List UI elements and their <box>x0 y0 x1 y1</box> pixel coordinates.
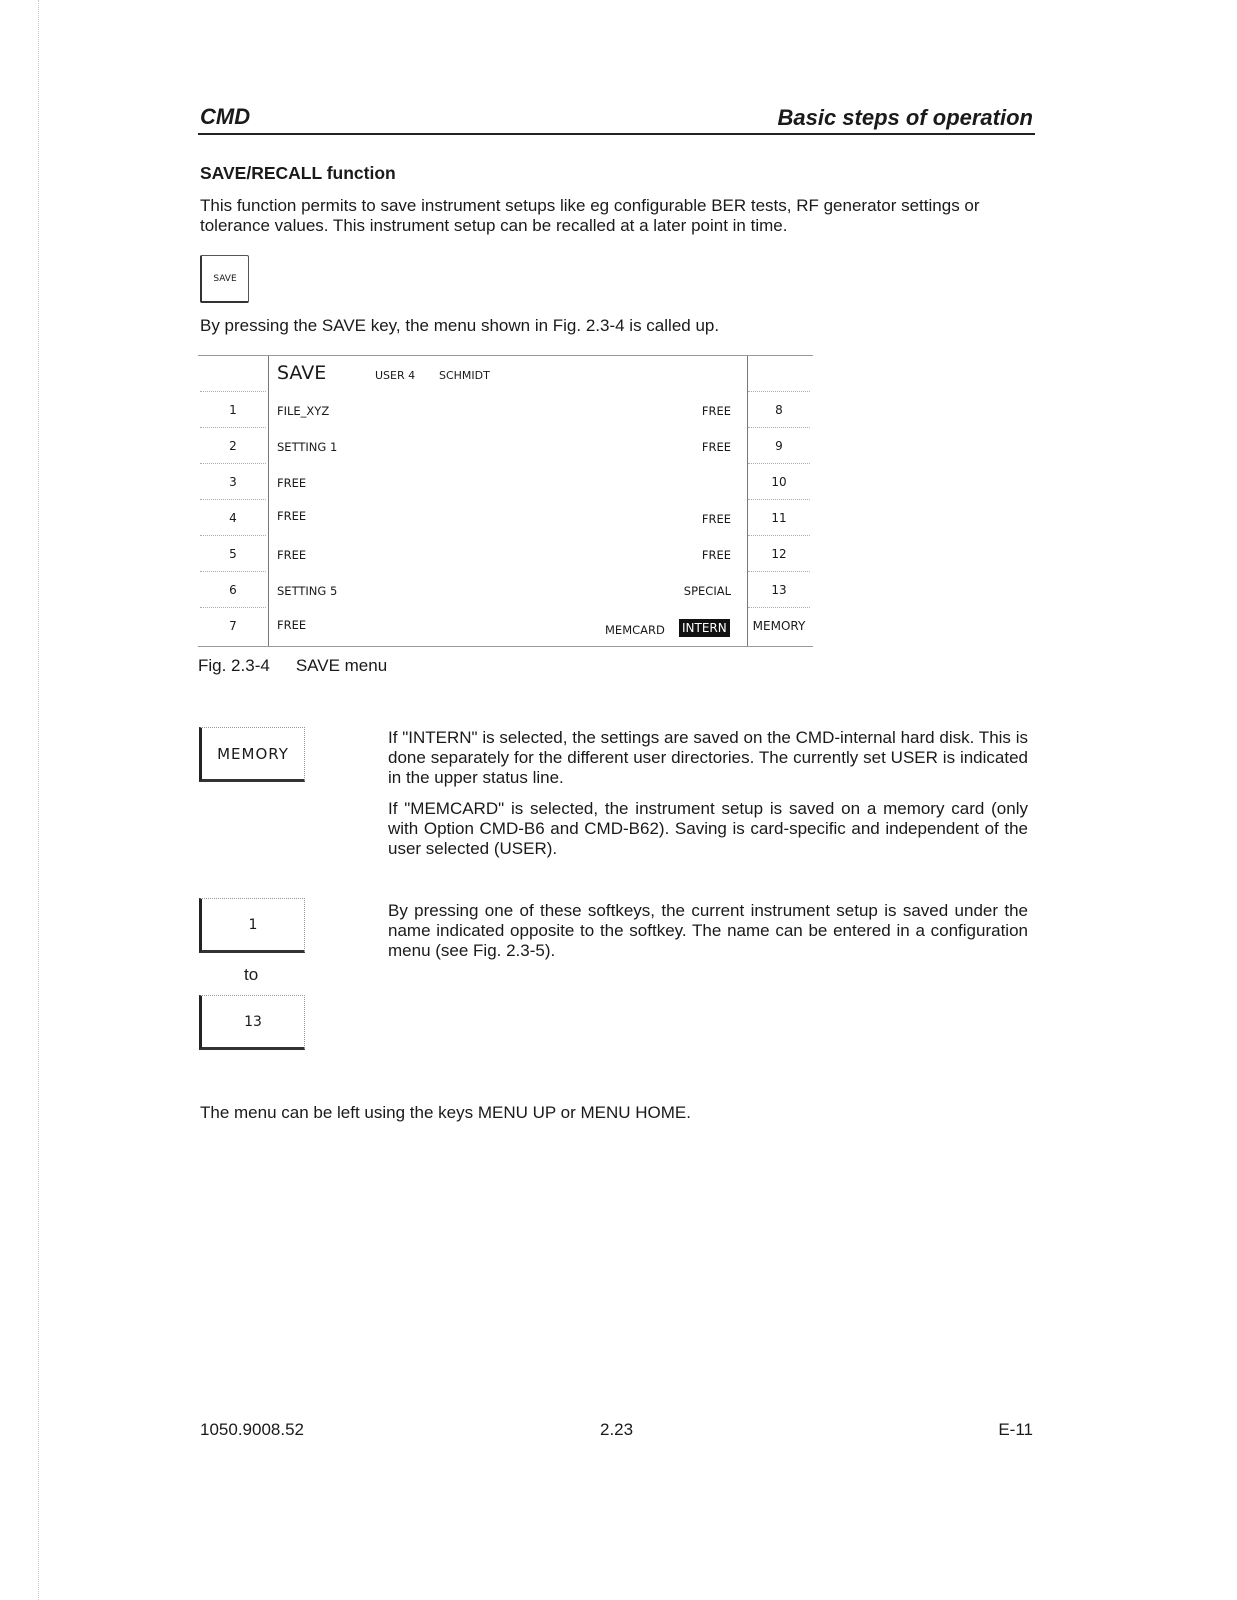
softkey-13: 13 <box>748 572 810 608</box>
row-status: FREE <box>701 512 731 526</box>
softkey-1: 1 <box>200 392 266 428</box>
softkey-1-label: 1 <box>248 916 258 933</box>
save-menu-figure <box>198 355 813 647</box>
row-status: FREE <box>701 548 731 562</box>
softkey-5: 5 <box>200 536 266 572</box>
memory-key-icon <box>199 727 305 782</box>
range-connector: to <box>244 965 259 984</box>
softkey-2: 2 <box>200 428 266 464</box>
footer-doc-number: 1050.9008.52 <box>200 1420 304 1439</box>
section-title: SAVE/RECALL function <box>200 163 396 183</box>
row-name: FREE <box>277 509 307 523</box>
header-product: CMD <box>200 104 251 129</box>
softkey-memory: MEMORY <box>752 619 806 633</box>
save-key-label: SAVE <box>213 273 237 284</box>
menu-row <box>269 536 747 572</box>
figure-label: SAVE menu <box>295 656 388 675</box>
header-rule <box>198 133 1035 135</box>
memory-key-label: MEMORY <box>217 744 289 763</box>
softkey-blank <box>200 356 266 392</box>
left-softkey-column <box>198 356 268 646</box>
row-name: SETTING 1 <box>277 440 338 454</box>
row-name: SETTING 5 <box>277 584 338 598</box>
softkey-10: 10 <box>748 464 810 500</box>
menu-screen <box>268 356 748 646</box>
intern-option-selected: INTERN <box>679 619 730 637</box>
menu-row <box>269 428 747 464</box>
row-status: FREE <box>701 404 731 418</box>
row-name: FREE <box>277 548 307 562</box>
status-user-name: SCHMIDT <box>439 369 490 382</box>
figure-number: Fig. 2.3-4 <box>198 656 270 675</box>
leave-menu-paragraph: The menu can be left using the keys MENU UP or MENU HOME. <box>200 1103 691 1122</box>
memcard-option: MEMCARD <box>605 623 665 637</box>
figure-caption <box>198 656 387 676</box>
softkey-6: 6 <box>200 572 266 608</box>
softkeys-paragraph: By pressing one of these softkeys, the current instrument setup is saved under the name indicated opposite to the softkey. The name can be entered in a configuration menu (see Fig. 2.3-5). <box>388 901 1028 960</box>
softkey-1-icon <box>199 898 305 953</box>
menu-row <box>269 608 747 644</box>
softkey-blank <box>748 356 810 392</box>
menu-row <box>269 392 747 428</box>
save-key-icon <box>200 255 249 303</box>
softkey-9: 9 <box>748 428 810 464</box>
row-status: SPECIAL <box>683 584 731 598</box>
memcard-paragraph: If "MEMCARD" is selected, the instrument setup is saved on a memory card (only with Option CMD-B6 and CMD-B62). Saving is card-specific and independent of the user selected (USER). <box>388 799 1028 858</box>
press-save-paragraph: By pressing the SAVE key, the menu shown in Fig. 2.3-4 is called up. <box>200 316 720 335</box>
intro-paragraph: This function permits to save instrument setups like eg configurable BER tests, RF generator settings or tolerance values. This instrument setup can be recalled at a later point in time. <box>200 196 980 235</box>
row-status: FREE <box>701 440 731 454</box>
menu-title: SAVE <box>277 362 327 384</box>
header-chapter: Basic steps of operation <box>777 105 1033 130</box>
row-name: FREE <box>277 476 307 490</box>
right-softkey-column <box>746 356 812 646</box>
scan-edge-line <box>38 0 39 1600</box>
menu-row <box>269 500 747 536</box>
row-name: FREE <box>277 618 307 632</box>
softkey-3: 3 <box>200 464 266 500</box>
softkey-13-icon <box>199 995 305 1050</box>
menu-row <box>269 572 747 608</box>
softkey-12: 12 <box>748 536 810 572</box>
softkey-4: 4 <box>200 500 266 536</box>
status-user: USER 4 <box>375 369 416 382</box>
softkey-8: 8 <box>748 392 810 428</box>
row-name: FILE_XYZ <box>277 404 330 418</box>
softkey-13-label: 13 <box>244 1013 262 1030</box>
softkey-11: 11 <box>748 500 810 536</box>
footer-page-number: 2.23 <box>600 1420 634 1439</box>
intern-paragraph: If "INTERN" is selected, the settings are saved on the CMD-internal hard disk. This is done separately for the different user directories. The currently set USER is indicated in the upper status line. <box>388 728 1028 787</box>
softkey-7: 7 <box>229 619 237 633</box>
footer-edition: E-11 <box>998 1420 1033 1439</box>
menu-row <box>269 464 747 500</box>
